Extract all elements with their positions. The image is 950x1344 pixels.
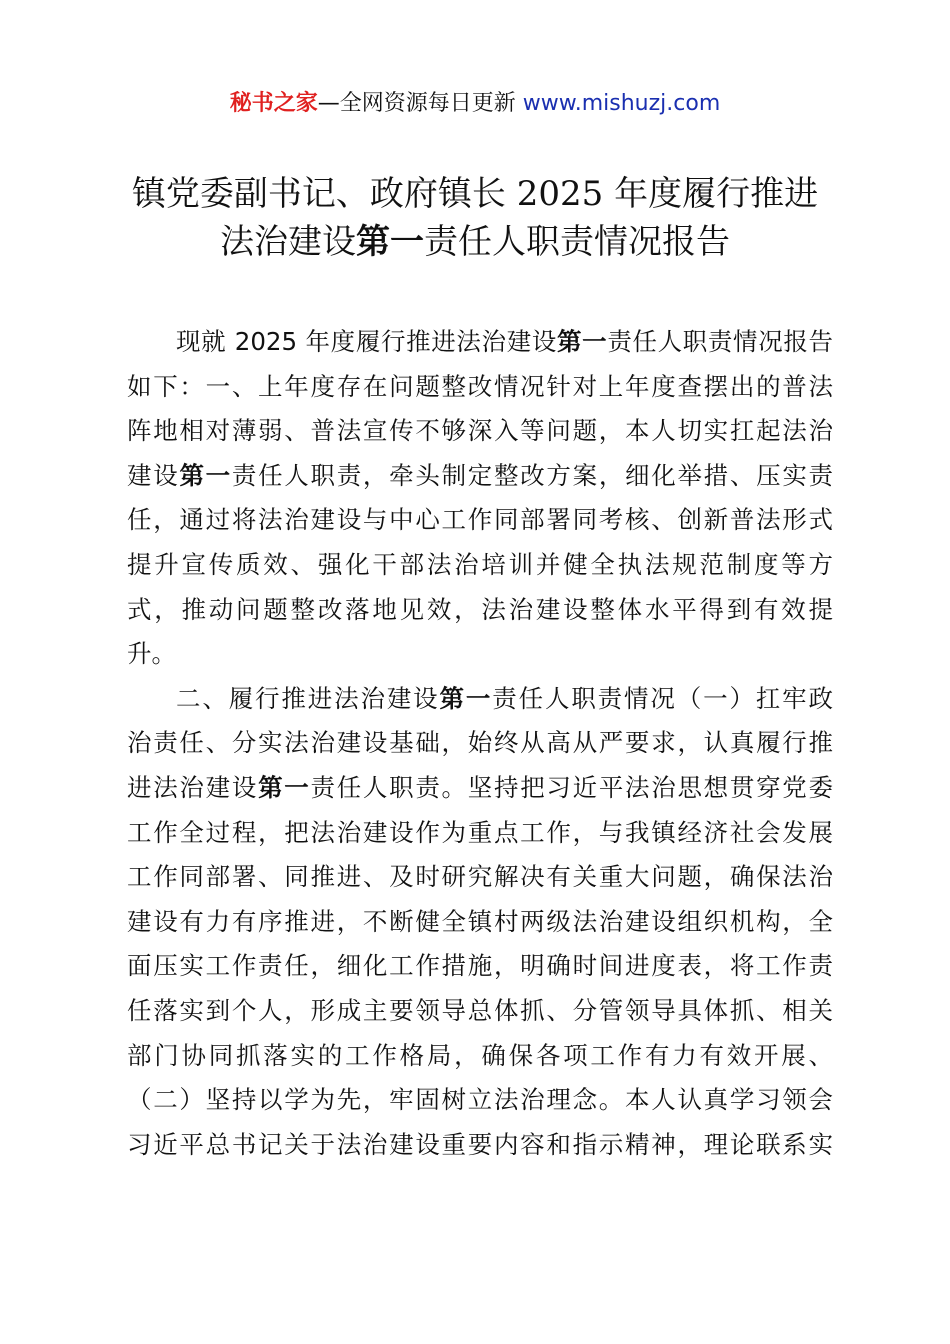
text-run: 责任人职责。坚持把习近平法治思想贯穿党委 <box>310 772 833 802</box>
title-line-2-bold: 第一 <box>356 222 424 262</box>
body-line: 任落实到个人，形成主要领导总体抓、分管领导具体抓、相关 <box>127 995 833 1025</box>
text-run: 责任人职责情况（一）扛牢政 <box>492 683 833 713</box>
body-line: 任，通过将法治建设与中心工作同部署同考核、创新普法形式 <box>127 505 833 535</box>
text-run: 责任人职责情况报告 <box>607 327 833 356</box>
body-line: 式，推动问题整改落地见效，法治建设整体水平得到有效提 <box>127 594 833 624</box>
site-header <box>0 88 950 120</box>
body-line: 部门协同抓落实的工作格局，确保各项工作有力有效开展、 <box>127 1040 833 1070</box>
title-line-1: 镇党委副书记、政府镇长 2025 年度履行推进 <box>131 174 819 214</box>
body-line: 工作全过程，把法治建设作为重点工作，与我镇经济社会发展 <box>127 817 833 847</box>
text-run: 责任人职责，牵头制定整改方案，细化举措、压实责 <box>231 460 833 490</box>
title-line-2-part-c: 责任人职责情况报告 <box>424 222 730 262</box>
body-line <box>127 766 833 811</box>
text-run: 现就 2025 年度履行推进法治建设 <box>176 327 558 356</box>
bold-run: 第一 <box>557 327 608 356</box>
bold-run: 第一 <box>179 460 232 490</box>
body-line <box>127 320 833 365</box>
body-line: 升。 <box>127 639 176 669</box>
bold-run: 第一 <box>258 772 311 802</box>
document-body <box>127 320 833 1167</box>
body-line: 如下：一、上年度存在问题整改情况针对上年度查摆出的普法 <box>127 371 833 401</box>
text-run: 二、履行推进法治建设 <box>176 683 440 713</box>
title-line-2-part-a: 法治建设 <box>220 222 356 262</box>
body-line <box>127 454 833 499</box>
brand-name: 秘书之家 <box>229 91 318 116</box>
site-url-link[interactable]: www.mishuzj.com <box>522 91 721 116</box>
document-title <box>0 170 950 266</box>
body-line: 治责任、分实法治建设基础，始终从高从严要求，认真履行推 <box>127 728 833 758</box>
body-line: 建设有力有序推进，不断健全镇村两级法治建设组织机构，全 <box>127 906 833 936</box>
bold-run: 第一 <box>439 683 493 713</box>
body-line: 工作同部署、同推进、及时研究解决有关重大问题，确保法治 <box>127 862 833 892</box>
text-run: 建设 <box>127 460 180 490</box>
body-line: 提升宣传质效、强化干部法治培训并健全执法规范制度等方 <box>127 549 833 579</box>
body-line: 面压实工作责任，细化工作措施，明确时间进度表，将工作责 <box>127 951 833 981</box>
body-line: 阵地相对薄弱、普法宣传不够深入等问题，本人切实扛起法治 <box>127 416 833 446</box>
body-line: （二）坚持以学为先，牢固树立法治理念。本人认真学习领会 <box>127 1085 833 1115</box>
text-run: 进法治建设 <box>127 772 259 802</box>
title-line-2 <box>0 218 950 266</box>
header-tagline: —全网资源每日更新 <box>317 91 523 116</box>
body-line: 习近平总书记关于法治建设重要内容和指示精神，理论联系实 <box>127 1129 833 1159</box>
body-line <box>127 677 833 722</box>
